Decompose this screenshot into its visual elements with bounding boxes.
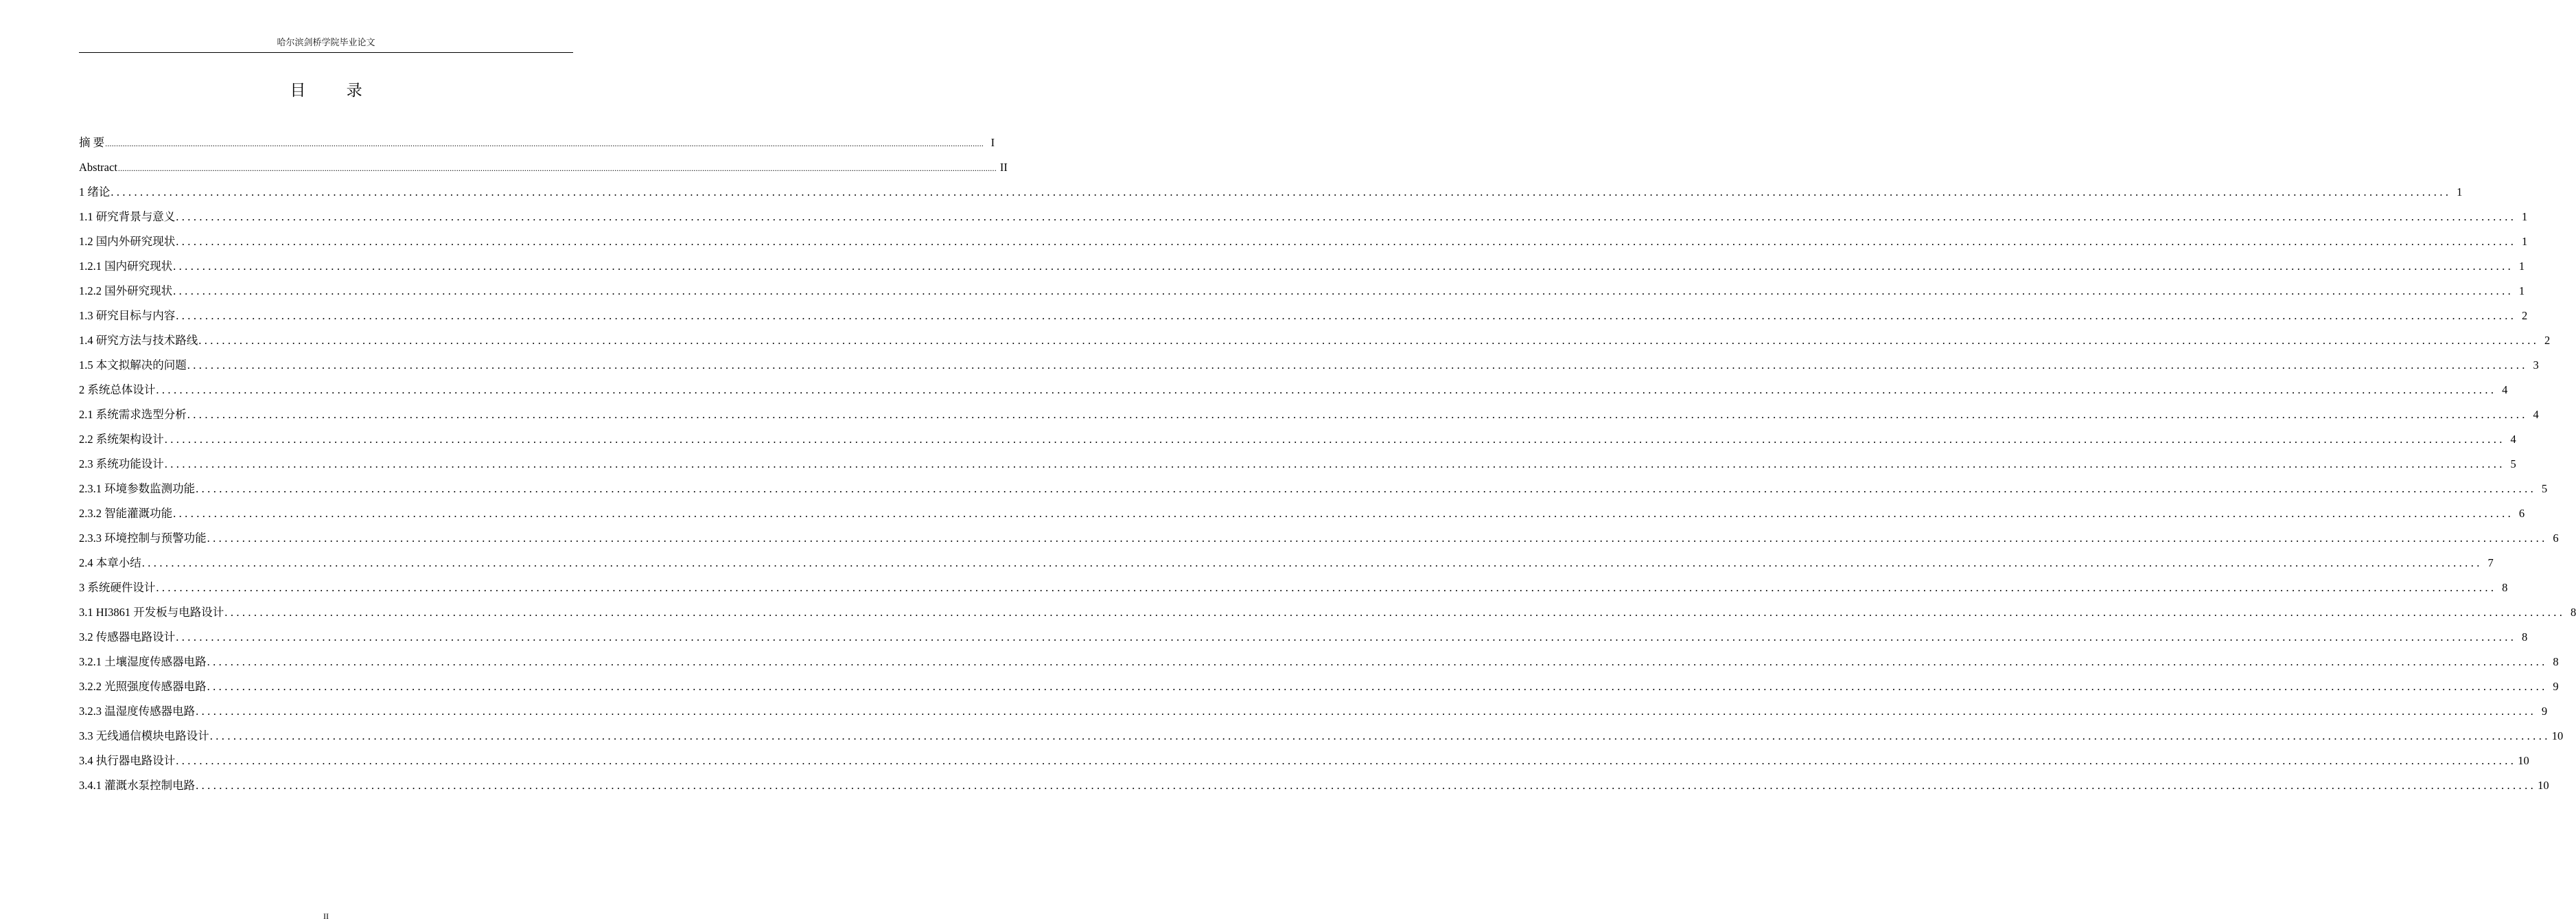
toc-dot-leader: ................................................................................................................................................................................................................................................................................................................................................................................................................ — [164, 433, 2505, 446]
toc-entry[interactable] — [79, 580, 2508, 605]
toc-entry[interactable] — [79, 679, 2559, 704]
toc-entry-page: 5 — [2541, 482, 2548, 495]
toc-entry-title: 2 系统总体设计 — [79, 383, 156, 396]
toc-entry-page: 10 — [2551, 729, 2564, 742]
toc-title: 目 录 — [290, 82, 380, 100]
toc-dot-leader: ................................................................................................................................................................................................................................................................................................................................................................................................................ — [176, 210, 2517, 223]
toc-entry-title: 1.2.1 国内研究现状 — [79, 260, 173, 273]
toc-entry-page: 6 — [2518, 507, 2525, 520]
toc-entry-title: Abstract — [79, 161, 117, 174]
toc-entry[interactable] — [79, 135, 995, 160]
toc-entry[interactable] — [79, 284, 2525, 308]
toc-dot-leader: ................................................................................................................................................................................................................................................................................................................................................................................................................ — [207, 680, 2548, 693]
toc-entry-page: 7 — [2487, 556, 2494, 569]
page-number: II — [323, 911, 329, 921]
toc-entry[interactable] — [79, 407, 2539, 432]
toc-entry-page: 8 — [2522, 630, 2528, 643]
toc-entry-page: 10 — [2518, 754, 2529, 767]
toc-dot-leader: ................................................................................................................................................................................................................................................................................................................................................................................................................ — [141, 556, 2483, 569]
toc-entry-page: 4 — [2502, 383, 2508, 396]
running-header: 哈尔滨剑桥学院毕业论文 — [277, 38, 375, 48]
toc-dot-leader: ................................................................................................................................................................................................................................................................................................................................................................................................................ — [198, 334, 2540, 347]
toc-entry[interactable] — [79, 506, 2525, 531]
toc-entry[interactable] — [79, 259, 2525, 284]
toc-entry-page: II — [999, 161, 1008, 174]
toc-entry-page: 9 — [2553, 680, 2559, 693]
toc-entry-page: 2 — [2544, 334, 2551, 347]
toc-entry-title: 2.3.1 环境参数监测功能 — [79, 482, 196, 495]
toc-entry-title: 2.1 系统需求选型分析 — [79, 408, 187, 421]
toc-dot-leader: ................................................................................................................................................................................................................................................................................................................................................................................................................ — [207, 532, 2548, 545]
toc-entry-page: 3 — [2533, 358, 2539, 372]
toc-entry-title: 3 系统硬件设计 — [79, 581, 156, 594]
toc-entry-page: 5 — [2510, 457, 2516, 470]
toc-entry-title: 3.2.1 土壤湿度传感器电路 — [79, 655, 207, 668]
toc-entry[interactable] — [79, 358, 2539, 383]
toc-entry[interactable] — [79, 308, 2528, 333]
toc-entry-page: 8 — [2571, 606, 2576, 619]
toc-entry-title: 1.5 本文拟解决的问题 — [79, 358, 187, 372]
toc-entry-title: 2.3.3 环境控制与预警功能 — [79, 532, 207, 545]
toc-dot-leader: ................................................................................................................................................................................................................................................................................................................................................................................................................ — [105, 139, 984, 148]
toc-entry-title: 1.1 研究背景与意义 — [79, 210, 176, 223]
toc-entry-title: 3.2.3 温湿度传感器电路 — [79, 705, 196, 718]
toc-entry[interactable] — [79, 704, 2548, 729]
toc-entry-title: 3.2.2 光照强度传感器电路 — [79, 680, 207, 693]
toc-entry-title: 3.1 HI3861 开发板与电路设计 — [79, 606, 224, 619]
toc-entry-page: 1 — [2522, 235, 2528, 248]
toc-entry[interactable] — [79, 160, 1008, 185]
toc-dot-leader: ................................................................................................................................................................................................................................................................................................................................................................................................................ — [176, 630, 2517, 643]
toc-dot-leader: ................................................................................................................................................................................................................................................................................................................................................................................................................ — [207, 655, 2548, 668]
toc-entry-title: 3.3 无线通信模块电路设计 — [79, 729, 209, 742]
toc-entry[interactable] — [79, 185, 2463, 209]
toc-dot-leader: ................................................................................................................................................................................................................................................................................................................................................................................................................ — [176, 309, 2517, 322]
toc-dot-leader: ................................................................................................................................................................................................................................................................................................................................................................................................................ — [111, 185, 2452, 198]
toc-entry[interactable] — [79, 209, 2528, 234]
toc-entry-title: 2.3.2 智能灌溉功能 — [79, 507, 173, 520]
header-rule — [79, 52, 573, 53]
toc-entry[interactable] — [79, 605, 2576, 630]
toc-entry-page: 1 — [2522, 210, 2528, 223]
toc-dot-leader: ................................................................................................................................................................................................................................................................................................................................................................................................................ — [156, 581, 2497, 594]
toc-entry-page: I — [990, 136, 995, 149]
toc-dot-leader: ................................................................................................................................................................................................................................................................................................................................................................................................................ — [173, 260, 2514, 273]
toc-dot-leader: ................................................................................................................................................................................................................................................................................................................................................................................................................ — [196, 482, 2537, 495]
toc-entry-page: 1 — [2518, 284, 2525, 297]
toc-dot-leader: ................................................................................................................................................................................................................................................................................................................................................................................................................ — [156, 383, 2497, 396]
toc-dot-leader: ................................................................................................................................................................................................................................................................................................................................................................................................................ — [196, 779, 2537, 792]
toc-entry-title: 2.4 本章小结 — [79, 556, 141, 569]
toc-entry[interactable] — [79, 432, 2516, 457]
toc-entry-page: 2 — [2522, 309, 2528, 322]
toc-entry[interactable] — [79, 729, 2564, 753]
toc-dot-leader: ................................................................................................................................................................................................................................................................................................................................................................................................................ — [187, 408, 2528, 421]
toc-entry[interactable] — [79, 654, 2559, 679]
toc-entry-title: 摘 要 — [79, 136, 105, 149]
toc-entry-title: 3.4.1 灌溉水泵控制电路 — [79, 779, 196, 792]
toc-entry-title: 3.4 执行器电路设计 — [79, 754, 176, 767]
toc-entry-page: 8 — [2502, 581, 2508, 594]
toc-entry-title: 2.3 系统功能设计 — [79, 457, 164, 470]
toc-dot-leader: ................................................................................................................................................................................................................................................................................................................................................................................................................ — [117, 163, 997, 173]
toc-entry[interactable] — [79, 383, 2508, 407]
toc-entry-page: 4 — [2533, 408, 2539, 421]
toc-entry[interactable] — [79, 234, 2528, 259]
toc-entry[interactable] — [79, 753, 2529, 778]
toc-entry[interactable] — [79, 457, 2516, 481]
toc-entry-page: 9 — [2541, 705, 2548, 718]
toc-dot-leader: ................................................................................................................................................................................................................................................................................................................................................................................................................ — [224, 606, 2566, 619]
toc-dot-leader: ................................................................................................................................................................................................................................................................................................................................................................................................................ — [187, 358, 2528, 372]
toc-dot-leader: ................................................................................................................................................................................................................................................................................................................................................................................................................ — [164, 457, 2505, 470]
toc-entry-title: 2.2 系统架构设计 — [79, 433, 164, 446]
toc-dot-leader: ................................................................................................................................................................................................................................................................................................................................................................................................................ — [196, 705, 2537, 718]
toc-dot-leader: ................................................................................................................................................................................................................................................................................................................................................................................................................ — [173, 507, 2514, 520]
toc-entry[interactable] — [79, 531, 2559, 556]
toc-entry[interactable] — [79, 556, 2494, 580]
toc-entry[interactable] — [79, 630, 2528, 654]
toc-dot-leader: ................................................................................................................................................................................................................................................................................................................................................................................................................ — [173, 284, 2514, 297]
toc-entry[interactable] — [79, 481, 2548, 506]
toc-entry[interactable] — [79, 778, 2549, 803]
toc-entry-page: 10 — [2538, 779, 2549, 792]
toc-entry-page: 6 — [2553, 532, 2559, 545]
table-of-contents — [79, 135, 2576, 803]
toc-entry-page: 1 — [2457, 185, 2463, 198]
toc-entry-title: 3.2 传感器电路设计 — [79, 630, 176, 643]
toc-entry-title: 1.4 研究方法与技术路线 — [79, 334, 198, 347]
toc-entry-title: 1.2 国内外研究现状 — [79, 235, 176, 248]
toc-entry-page: 4 — [2510, 433, 2516, 446]
toc-entry-title: 1.2.2 国外研究现状 — [79, 284, 173, 297]
toc-entry-page: 1 — [2518, 260, 2525, 273]
toc-dot-leader: ................................................................................................................................................................................................................................................................................................................................................................................................................ — [176, 754, 2517, 767]
toc-entry-title: 1.3 研究目标与内容 — [79, 309, 176, 322]
toc-dot-leader: ................................................................................................................................................................................................................................................................................................................................................................................................................ — [209, 729, 2551, 742]
toc-entry[interactable] — [79, 333, 2551, 358]
toc-entry-title: 1 绪论 — [79, 185, 111, 198]
toc-dot-leader: ................................................................................................................................................................................................................................................................................................................................................................................................................ — [176, 235, 2517, 248]
toc-entry-page: 8 — [2553, 655, 2559, 668]
